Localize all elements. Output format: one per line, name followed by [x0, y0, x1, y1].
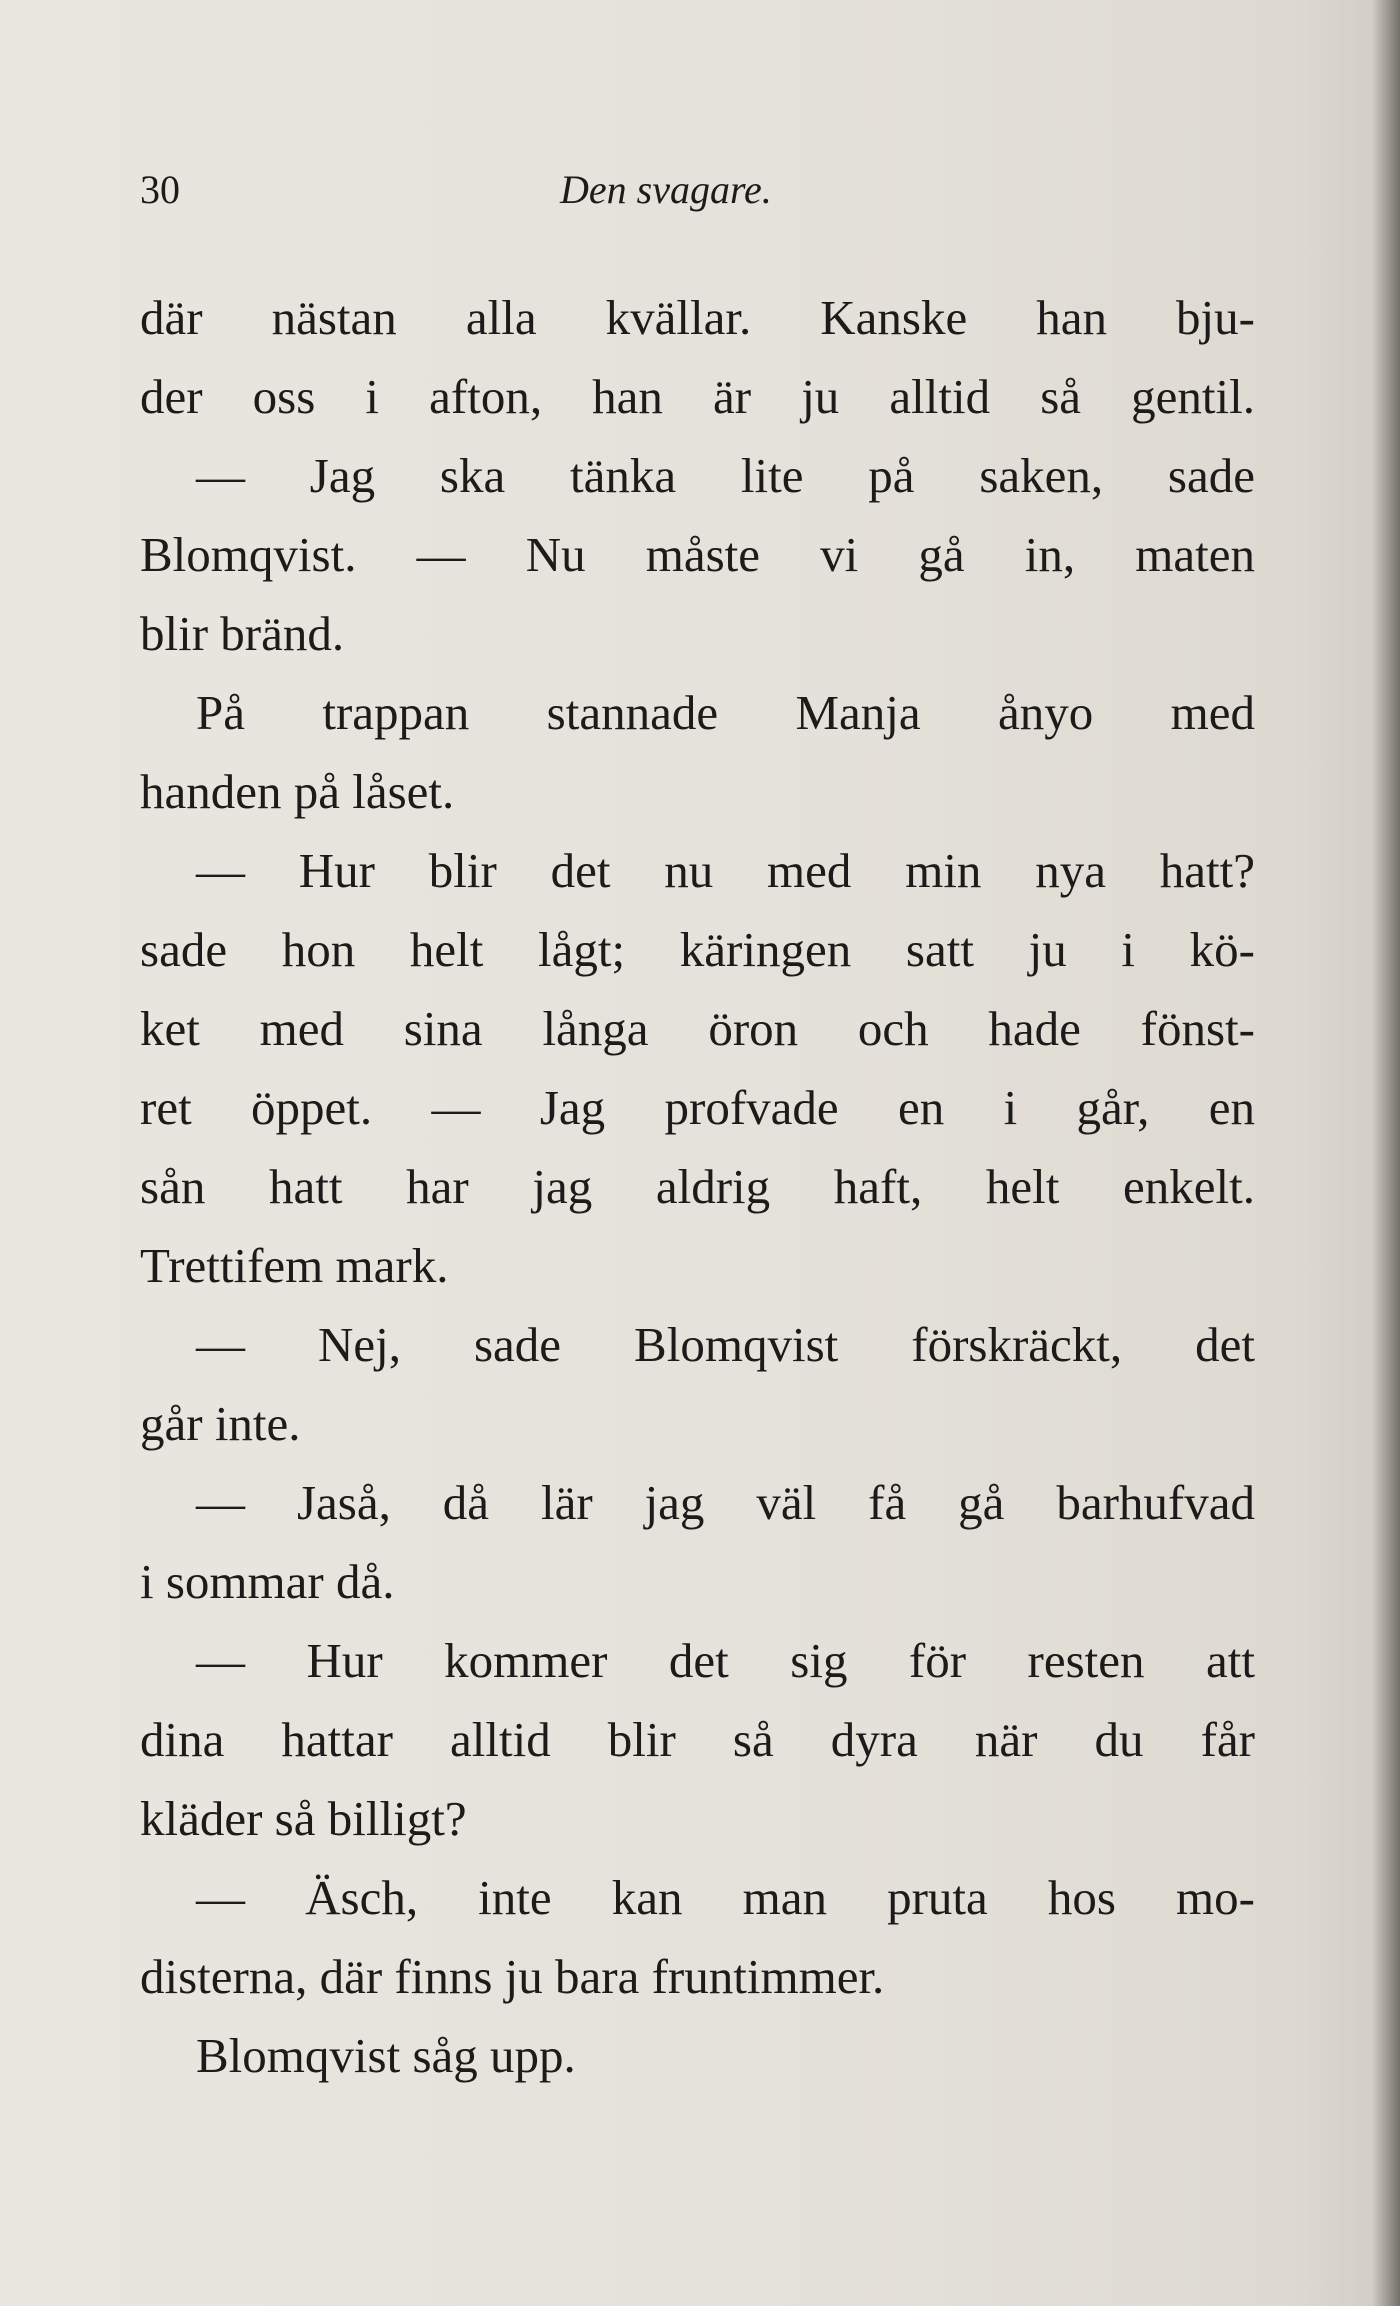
text-line: — Hur blir det nu med min nya hatt? [196, 843, 1255, 898]
text-line: dina hattar alltid blir så dyra när du får [140, 1712, 1255, 1767]
text-line: — Jaså, då lär jag väl få gå barhufvad [196, 1475, 1255, 1530]
text-line: der oss i afton, han är ju alltid så gentil. [140, 369, 1255, 424]
text-line: ket med sina långa öron och hade fönst- [140, 1001, 1255, 1056]
text-line: — Äsch, inte kan man pruta hos mo- [196, 1870, 1255, 1925]
text-line: i sommar då. [140, 1554, 395, 1609]
text-line: disterna, där finns ju bara fruntimmer. [140, 1949, 885, 2004]
text-line: sån hatt har jag aldrig haft, helt enkelt. [140, 1159, 1255, 1214]
text-line: handen på låset. [140, 764, 455, 819]
page-header [140, 160, 1240, 220]
text-line: sade hon helt lågt; käringen satt ju i kö- [140, 922, 1255, 977]
text-line: blir bränd. [140, 606, 345, 661]
page-number: 30 [140, 167, 180, 212]
text-line: Blomqvist såg upp. [196, 2028, 576, 2083]
body-text [140, 278, 1255, 2095]
text-line: Trettifem mark. [140, 1238, 449, 1293]
text-line: På trappan stannade Manja ånyo med [196, 685, 1255, 740]
text-line: — Hur kommer det sig för resten att [196, 1633, 1255, 1688]
text-line: där nästan alla kvällar. Kanske han bju- [140, 290, 1255, 345]
text-line: Blomqvist. — Nu måste vi gå in, maten [140, 527, 1255, 582]
text-line: — Nej, sade Blomqvist förskräckt, det [196, 1317, 1255, 1372]
page-edge-shadow [1372, 0, 1400, 2306]
text-line: går inte. [140, 1396, 301, 1451]
running-head: Den svagare. [560, 167, 772, 212]
text-line: ret öppet. — Jag profvade en i går, en [140, 1080, 1255, 1135]
text-line: — Jag ska tänka lite på saken, sade [196, 448, 1255, 503]
text-line: kläder så billigt? [140, 1791, 467, 1846]
